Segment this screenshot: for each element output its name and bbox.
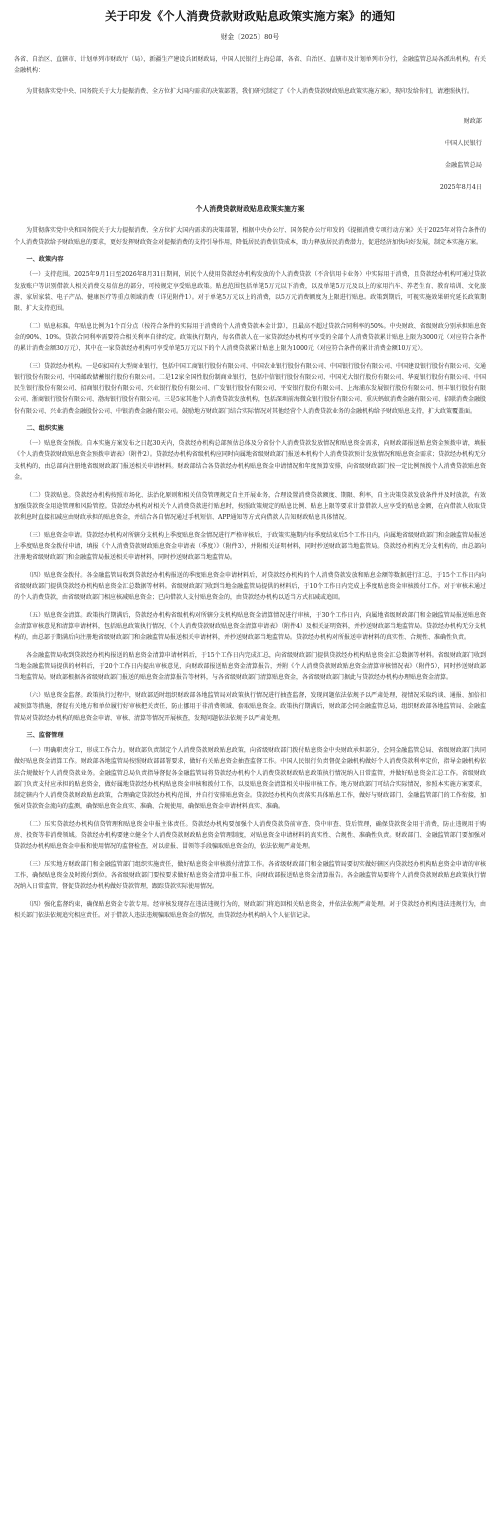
section-heading: 三、监督管理 (26, 732, 64, 740)
signature-block (14, 116, 486, 194)
signature-line: 财政部 (463, 117, 482, 125)
section-paragraph: （二）压实贷款经办机构信贷管理和贴息资金申报主体责任。贷款经办机构要加强个人消费贷款贷前审查、贷中审查、贷后管理，确保贷款资金用于消费，防止违规用于购房、投资等非消费领域。贷款经办机构要建立健全个人消费贷款财政贴息资金管理制度，对贴息资金申请材料的真实性、合规性、准确性负责。财政部门、金融监管部门要加强对贷款经办机构贴息资金申报和使用情况的监督检查，对以虚报、冒领等手段骗取贴息资金的，依法依规严肃处理。 (14, 820, 486, 851)
section-paragraph: （一）贴息资金预拨。自本实施方案发布之日起30天内，贷款经办机构总部预估总体及分省份个人消费贷款发放情况和贴息资金需求，向财政部报送贴息资金预拨申请，填报《个人消费贷款财政贴息资金预拨申请表》（附件2）。贷款经办机构省级机构应同时向属地省级财政部门报送本机构个人消费贷款预计发放情况和贴息资金需求；贷款经办机构无分支机构的，由总部向注册地省级财政部门报送相关申请材料。财政部结合各贷款经办机构贴息资金申请情况和年度预算安排，向省级财政部门按一定比例预拨个人消费贷款贴息资金。 (14, 440, 486, 481)
section-paragraph: （二）贴息标准。年贴息比例为1个百分点（按符合条件的实际用于消费的个人消费贷款本金计算），且最高不超过贷款合同利率的50%。中央财政、省级财政分别承担贴息资金的90%、10%。贷款合同利率需要符合相关利率自律约定。政策执行期内，每名借款人在一家贷款经办机构可享受的全部个人消费贷款累计贴息上限为3000元（对应符合条件的累计消费金额30万元），其中在一家贷款经办机构可享受单笔5万元以下的个人消费贷款累计贴息上限为1000元（对应符合条件的累计消费金额10万元）。 (14, 322, 486, 353)
section-paragraph: 各金融监管局收到贷款经办机构报送的贴息资金清算申请材料后，于15个工作日内完成汇总，向省级财政部门提供贷款经办机构贴息资金汇总数据等材料。省级财政部门收到当地金融监管局提供的材料后，于20个工作日内提出审核意见，向财政部报送贴息资金清算报告，并附《个人消费贷款财政贴息资金清算审核情况表》（附件5），同时抄送财政部当地监管局。财政部根据各省级财政部门报送的贴息资金清算报告等材料，与各省级财政部门清算贴息资金，各省级财政部门据此与贷款经办机构办理贴息资金清算。 (14, 652, 486, 682)
section-paragraph: （四）强化监督约束，确保贴息资金专款专用。经审核发现存在违法违规行为的，财政部门将追回相关贴息资金，并依法依规严肃处理。对于贷款经办机构违法违规行为，由相关部门依法依规追究相应责任。对于借款人违法违规骗取贴息资金的情况，由贷款经办机构纳入个人征信记录。 (14, 901, 486, 920)
section-paragraph: （三）压实地方财政部门和金融监管部门组织实施责任，做好贴息资金审核拨付清算工作。各省级财政部门和金融监管局要切实做好辖区内贷款经办机构贴息资金申请的审核工作，确保贴息资金及时拨付到位。各省级财政部门要按要求做好贴息资金清算申报工作，向财政部报送贴息资金清算报告。各金融监管局要将个人消费贷款财政贴息政策执行情况纳入日常监管，督促贷款经办机构做好贷款管理，跟踪贷款实际使用情况。 (14, 861, 486, 891)
section-implementation (14, 423, 486, 723)
addressees: 各省、自治区、直辖市、计划单列市财政厅（局），新疆生产建设兵团财政局，中国人民银行上海总部，各省、自治区、直辖市及计划单列市分行，金融监管总局各派出机构，有关金融机构： (14, 56, 486, 75)
signature-line: 金融监管总局 (444, 162, 482, 170)
section-paragraph: （六）贴息资金监督。政策执行过程中，财政部适时组织财政部各地监管局对政策执行情况进行抽查监督，发现问题依法依规予以严肃处理，视情况采取约谈、通报、加倍扣减预算等措施，督促有关地方和单位履行好审核把关责任，防止挪用于非消费领域、套取贴息资金。政策执行期满后，财政部会同金融监管总局，组织财政部各地监管局、金融监管局对贷款经办机构的贴息资金申请、审核、清算等情况开展核查，发现问题依法依规予以严肃处理。 (14, 692, 486, 722)
section-paragraph: （三）贷款经办机构。一是6家国有大型商业银行，包括中国工商银行股份有限公司、中国农业银行股份有限公司、中国银行股份有限公司、中国建设银行股份有限公司、交通银行股份有限公司、中国邮政储蓄银行股份有限公司。二是12家全国性股份制商业银行，包括中信银行股份有限公司、中国光大银行股份有限公司、华夏银行股份有限公司、中国民生银行股份有限公司、招商银行股份有限公司、兴业银行股份有限公司、广发银行股份有限公司、平安银行股份有限公司、上海浦东发展银行股份有限公司、恒丰银行股份有限公司、浙商银行股份有限公司、渤海银行股份有限公司。三是5家其他个人消费贷款发放机构，包括深圳前海微众银行股份有限公司、重庆蚂蚁消费金融有限公司、招联消费金融股份有限公司、兴业消费金融股份公司、中银消费金融有限公司。鼓励地方财政部门结合实际情况对其他经营个人消费贷款业务的金融机构给予财政贴息支持，扩大政策覆盖面。 (14, 362, 486, 415)
section-heading: 一、政策内容 (26, 256, 64, 264)
plan-intro: 为贯彻落实党中央和国务院关于大力提振消费、全方位扩大国内需求的决策部署，根据中央办公厅、国务院办公厅印发的《提振消费专项行动方案》关于2025年对符合条件的个人消费贷款给予财政贴息的要求，更好发挥财政资金对提振消费的支持引导作用，降低居民消费信贷成本，助力释放居民消费潜力，促进经济加快向好发展，制定本实施方案。 (14, 227, 486, 246)
section-paragraph: （一）支持范围。2025年9月1日至2026年8月31日期间，居民个人使用贷款经办机构发放的个人消费贷款（不含信用卡业务）中实际用于消费，且贷款经办机构可通过贷款发放账户等识别借款人相关消费交易信息的部分，可按规定享受贴息政策。贴息范围包括单笔5万元以下消费，以及单笔5万元及以上的家用汽车、养老生育、教育培训、文化旅游、家居家装、电子产品、健康医疗等重点领域消费（详见附件1）。对于单笔5万元以上的消费，以5万元消费额度为上限进行贴息。政策到期后，可视实施效果研究延长政策期限、扩大支持范围。 (14, 271, 486, 312)
section-paragraph: （三）贴息资金申请。贷款经办机构对所辖分支机构上季度贴息资金情况进行严格审核后，于政策实施期内每季度结束后5个工作日内，向属地省级财政部门和金融监管局报送上季度贴息资金拨付申请，填报《个人消费贷款财政贴息资金申请表（季度）》（附件3），并附相关证明材料，同时抄送财政部当地监管局。贷款经办机构无分支机构的，由总部向注册地省级财政部门和金融监管局报送相关申请材料，同时抄送财政部当地监管局。 (14, 531, 486, 562)
section-paragraph: （五）贴息资金清算。政策执行期满后，贷款经办机构省级机构对所辖分支机构贴息资金清算情况进行审核，于30个工作日内，向属地省级财政部门和金融监管局报送贴息资金清算审核意见和清算申请材料，包括贴息政策执行情况、《个人消费贷款财政贴息资金清算申请表》（附件4）及相关证明资料，并抄送财政部当地监管局。贷款经办机构无分支机构的，由总部于期满后向注册地省级财政部门和金融监管局报送相关申请材料，并抄送财政部当地监管局。贷款经办机构对所报送申请材料的真实性、合规性、准确性负责。 (14, 611, 486, 642)
document-title: 关于印发《个人消费贷款财政贴息政策实施方案》的通知 (105, 9, 395, 23)
notice-intro: 为贯彻落实党中央、国务院关于大力提振消费、全方位扩大国内需求的决策部署，我们研究制定了《个人消费贷款财政贴息政策实施方案》，现印发给你们，请遵照执行。 (26, 88, 474, 96)
document-number: 财金〔2025〕80号 (220, 33, 280, 41)
plan-title: 个人消费贷款财政贴息政策实施方案 (195, 205, 305, 214)
signature-date: 2025年8月4日 (439, 184, 482, 192)
signature-line: 中国人民银行 (444, 139, 482, 147)
section-supervision (14, 730, 486, 921)
section-paragraph: （二）贷款贴息。贷款经办机构按照市场化、法治化原则和相关信贷管理规定自主开展业务，合理设置消费贷款额度、期限、利率，自主决策贷款发放条件并及时放款，有效加强贷款资金用途管理和风险管控。贷款经办机构对相关个人消费贷款进行贴息时，按照政策规定的贴息比例、贴息上限等要求计算借款人应享受的贴息金额，在向借款人收取贷款利息时直接扣减应由财政承担的贴息资金，并结合各自情况通过手机短信、APP通知等方式向借款人告知财政贴息具体情况。 (14, 491, 486, 521)
section-paragraph: （四）贴息资金拨付。各金融监管局收到贷款经办机构报送的季度贴息资金申请材料后，对贷款经办机构的个人消费贷款发放和贴息金额等数据进行汇总，于15个工作日内向省级财政部门提供贷款经办机构贴息资金汇总数据等材料。省级财政部门收到当地金融监管局提供的材料后，于10个工作日内完成上季度贴息资金审核拨付工作。对于审核未通过的个人消费贷款，由省级财政部门相应核减贴息资金；已向借款人支付贴息资金的，由贷款经办机构以适当方式扣减或追回。 (14, 571, 486, 602)
section-policy (14, 254, 486, 416)
section-paragraph: （一）明确职责分工，形成工作合力。财政部负责制定个人消费贷款财政贴息政策，向省级财政部门拨付贴息资金中央财政承担部分，会同金融监管总局、省级财政部门共同做好贴息资金清算工作。财政部各地监管局按照财政部部署要求，做好有关贴息资金抽查监督工作。中国人民银行负责督促金融机构做好个人消费贷款利率定价，指导金融机构依法合规做好个人消费贷款业务。金融监管总局负责指导督促各金融监管局将贷款经办机构个人消费贷款财政贴息政策执行情况纳入日常监管，并做好贴息资金汇总工作。省级财政部门负责支付应承担的贴息资金，做好属地贷款经办机构贴息资金审核和拨付工作，以及贴息资金清算相关申报审核工作。地方财政部门可结合实际情况，参照本实施方案要求，制定辖内个人消费贷款财政贴息政策，合理确定贷款经办机构范围，并自行安排贴息资金。贷款经办机构负责落实具体贴息工作，做好与财政部门、金融监管部门的工作衔接，加强对贷款资金流向的监测，确保贴息资金真实、准确、合规使用，确保贴息资金申请材料真实、准确。 (14, 747, 486, 811)
section-heading: 二、组织实施 (26, 425, 64, 433)
